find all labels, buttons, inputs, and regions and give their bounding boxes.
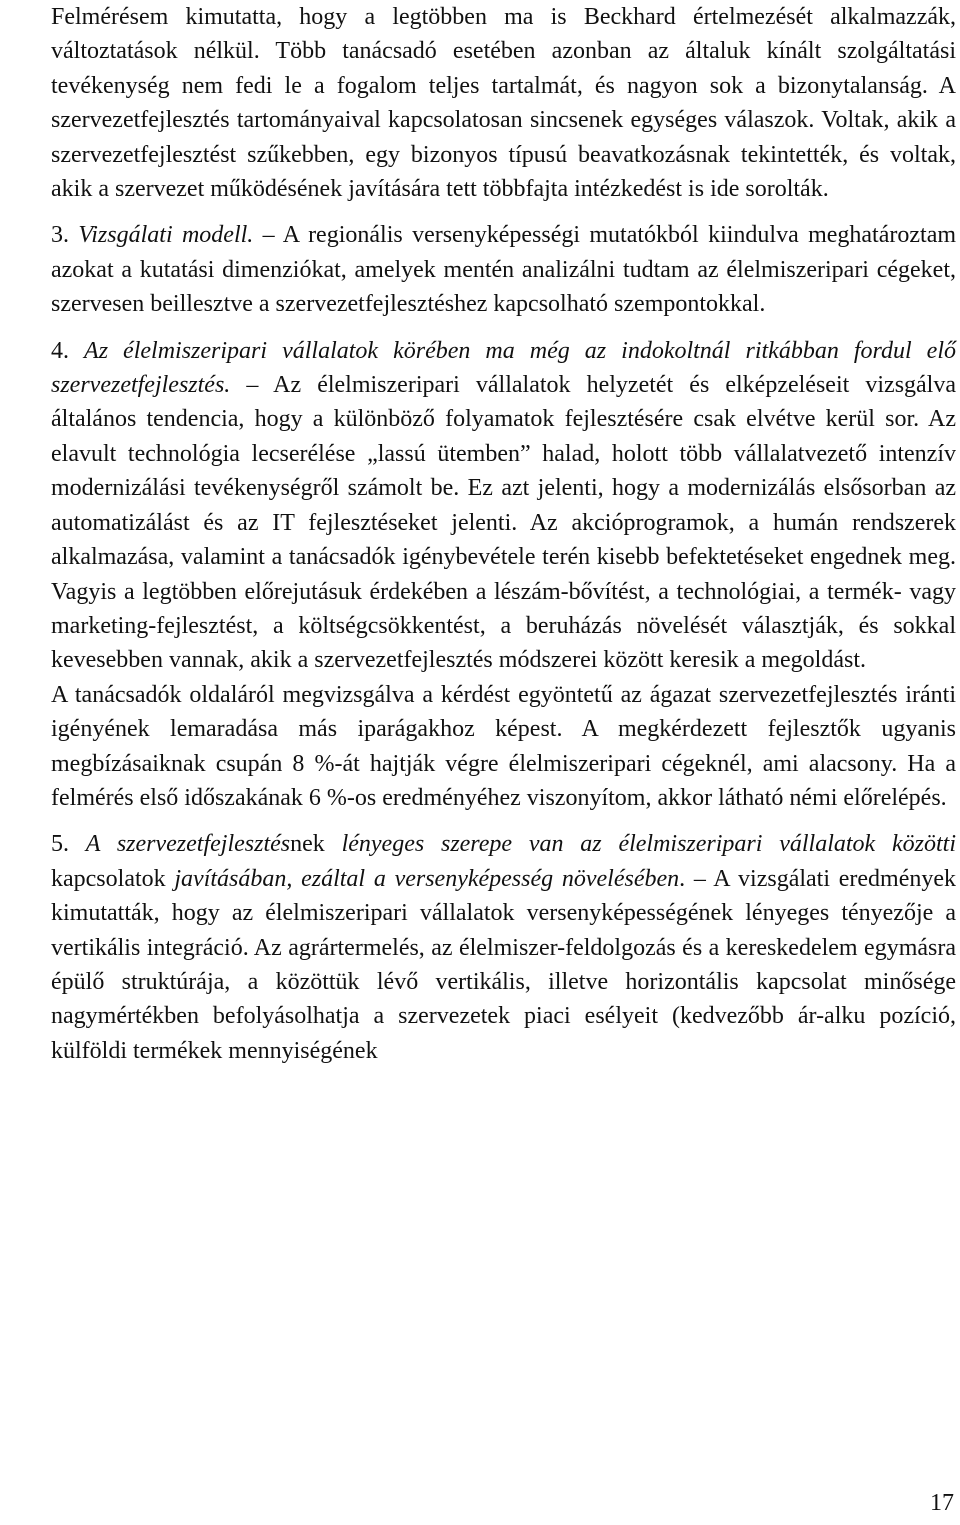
- point-number: 4.: [51, 337, 69, 364]
- point-body: – A regionális versenyképességi mutatókból kiindulva meghatároztam azokat a kutatási dimenziókat, amelyek mentén analizálni tudtam az élelmiszeripari cégeket, szervesen beillesztve a szervezetfejlesztéshez kapcsolható szempontokkal.: [51, 222, 957, 318]
- point-title-part-3: lényeges szerepe van az élelmiszeripari vállalatok közötti: [341, 831, 956, 858]
- point-title-part-1: A szervezetfejlesztés: [85, 831, 291, 858]
- point-title-part-4: kapcsolatok: [51, 865, 175, 892]
- point-title: Az élelmiszeripari vállalatok körében ma még az indokoltnál ritkábban fordul elő szervezetfejlesztés.: [51, 337, 956, 399]
- point-body-continued: A tanácsadók oldaláról megvizsgálva a kérdést egyöntetű az ágazat szervezetfejlesztés iránti igényének lemaradása más iparágakhoz képest. A megkérdezett fejlesztők ugyanis megbízásaiknak csupán 8 %-át hajtják végre élelmiszeripari cégeknél, ami alacsony. Ha a felmérés első időszakának 6 %-os eredményéhez viszonyítom, akkor látható némi előrelépés.: [51, 681, 956, 811]
- point-number: 5.: [51, 831, 69, 858]
- document-page: [51, 0, 956, 1068]
- paragraph-point-5: [51, 827, 956, 1068]
- paragraph-point-4: [51, 334, 956, 678]
- point-number: 3.: [51, 222, 69, 249]
- paragraph-survey-findings: [51, 0, 956, 206]
- point-title: Vizsgálati modell.: [78, 222, 254, 249]
- point-title-part-5: javításában, ezáltal a versenyképesség növelésében: [174, 865, 680, 892]
- point-body: . – A vizsgálati eredmények kimutatták, hogy az élelmiszeripari vállalatok versenyképességének lényeges tényezője a vertikális integráció. Az agrártermelés, az élelmiszer-feldolgozás és a kereskedelem egymásra épülő struktúrája, a közöttük lévő vertikális, illetve horizontális kapcsolat minősége nagymértékben befolyásolhatja a szervezetek piaci esélyeit (kedvezőbb ár-alku pozíció, külföldi termékek mennyiségének: [51, 865, 957, 1064]
- paragraph-point-4-continued: [51, 678, 956, 816]
- page-number: 17: [930, 1490, 954, 1516]
- paragraph-text: Felmérésem kimutatta, hogy a legtöbben ma is Beckhard értelmezését alkalmazzák, változtatások nélkül. Több tanácsadó esetében azonban az általuk kínált szolgáltatási tevékenység nem fedi le a fogalom teljes tartalmát, és nagyon sok a bizonytalanság. A szervezetfejlesztés tartományaival kapcsolatosan sincsenek egységes válaszok. Voltak, akik a szervezetfejlesztést szűkebben, egy bizonyos típusú beavatkozásnak tekintették, és voltak, akik a szervezet működésének javítására tett többfajta intézkedést is ide sorolták.: [51, 4, 956, 203]
- paragraph-point-3: [51, 218, 956, 321]
- point-title-part-2: nek: [290, 831, 342, 858]
- point-body: – Az élelmiszeripari vállalatok helyzetét és elképzeléseit vizsgálva általános tendencia, hogy a különböző folyamatok fejlesztésére csak elvétve kerül sor. Az elavult technológia lecserélése „lassú ütemben” halad, holott több vállalatvezető intenzív modernizálási tevékenységről számolt be. Ez azt jelenti, hogy a modernizálás elsősorban az automatizálást és az IT fejlesztéseket jelenti. Az akcióprogramok, a humán rendszerek alkalmazása, valamint a tanácsadók igénybevétele terén kisebb befektetéseket engednek meg. Vagyis a legtöbben előrejutásuk érdekében a lészám-bővítést, a technológiai, a termék- vagy marketing-fejlesztést, a költségcsökkentést, a beruházás növelését választják, és sokkal kevesebben vannak, akik a szervezetfejlesztés módszerei között keresik a megoldást.: [51, 372, 956, 674]
